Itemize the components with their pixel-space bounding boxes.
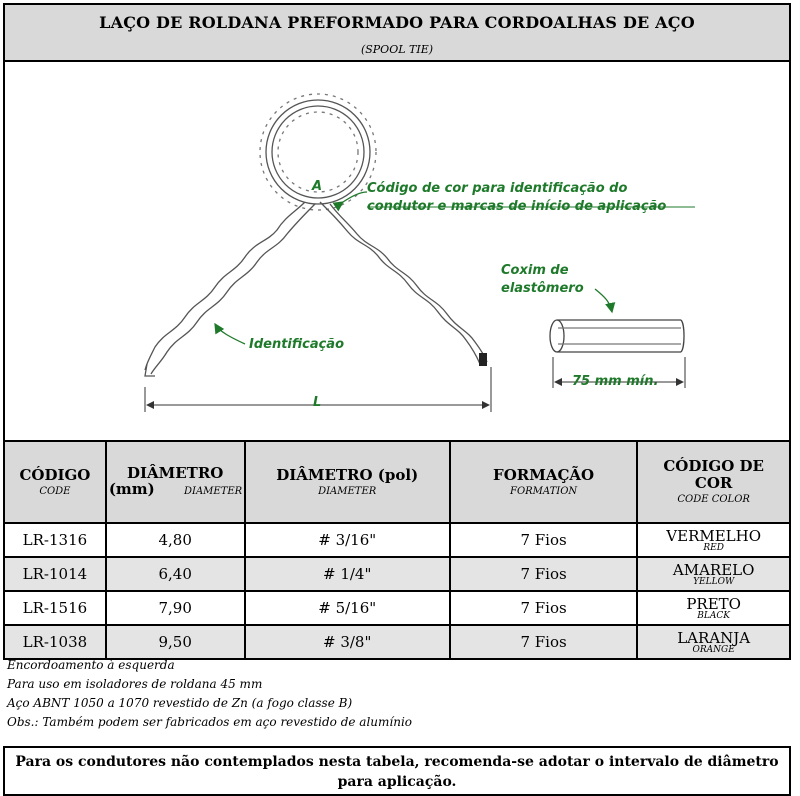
product-figure bbox=[3, 60, 791, 442]
label-identification: Identificação bbox=[249, 337, 345, 352]
cell-formation: 7 Fios bbox=[450, 625, 637, 659]
table-row bbox=[4, 625, 790, 659]
cell-formation: 7 Fios bbox=[450, 591, 637, 625]
label-cushion-line1: Coxim de bbox=[501, 263, 569, 278]
page-title: LAÇO DE ROLDANA PREFORMADO PARA CORDOALHAS DE AÇO bbox=[99, 13, 695, 32]
cell-color: VERMELHO RED bbox=[637, 523, 790, 557]
cell-formation: 7 Fios bbox=[450, 557, 637, 591]
table-row bbox=[4, 591, 790, 625]
notes bbox=[7, 656, 412, 732]
table-row bbox=[4, 557, 790, 591]
page-subtitle: (SPOOL TIE) bbox=[360, 43, 434, 56]
header-color-code: CÓDIGO DE COR CODE COLOR bbox=[637, 441, 790, 523]
header-diameter-mm: DIÂMETRO (mm) DIAMETER bbox=[106, 441, 245, 523]
label-cushion-line2: elastômero bbox=[501, 281, 584, 296]
note-line: Encordoamento à esquerda bbox=[7, 658, 175, 672]
label-a: A bbox=[312, 179, 323, 194]
table-header-row bbox=[4, 441, 790, 523]
note-line: Aço ABNT 1050 a 1070 revestido de Zn (a fogo classe B) bbox=[7, 696, 353, 710]
label-color-code-line2: condutor e marcas de início de aplicação bbox=[367, 199, 667, 214]
label-cushion-length: 75 mm mín. bbox=[572, 374, 659, 389]
cell-diameter-in: # 5/16" bbox=[245, 591, 450, 625]
table-row bbox=[4, 523, 790, 557]
cell-code: LR-1316 bbox=[4, 523, 106, 557]
cell-diameter-in: # 1/4" bbox=[245, 557, 450, 591]
cell-code: LR-1516 bbox=[4, 591, 106, 625]
label-color-code-line1: Código de cor para identificação do bbox=[367, 181, 628, 196]
spool-tie-drawing bbox=[5, 62, 789, 440]
cell-code: LR-1014 bbox=[4, 557, 106, 591]
note-line: Para uso em isoladores de roldana 45 mm bbox=[7, 677, 263, 691]
cell-color: LARANJA ORANGE bbox=[637, 625, 790, 659]
cell-diameter-mm: 7,90 bbox=[106, 591, 245, 625]
cell-diameter-in: # 3/8" bbox=[245, 625, 450, 659]
cell-diameter-mm: 9,50 bbox=[106, 625, 245, 659]
cell-color: PRETO BLACK bbox=[637, 591, 790, 625]
cell-color: AMARELO YELLOW bbox=[637, 557, 790, 591]
cell-diameter-mm: 6,40 bbox=[106, 557, 245, 591]
header-diameter-in: DIÂMETRO (pol) DIAMETER bbox=[245, 441, 450, 523]
cushion-drawing bbox=[550, 320, 684, 352]
note-line: Obs.: Também podem ser fabricados em aço revestido de alumínio bbox=[7, 715, 413, 729]
cell-diameter-mm: 4,80 bbox=[106, 523, 245, 557]
header-code: CÓDIGO CODE bbox=[4, 441, 106, 523]
cell-code: LR-1038 bbox=[4, 625, 106, 659]
cell-diameter-in: # 3/16" bbox=[245, 523, 450, 557]
label-length: L bbox=[313, 395, 322, 410]
cell-formation: 7 Fios bbox=[450, 523, 637, 557]
footer-recommendation: Para os condutores não contemplados nesta tabela, recomenda-se adotar o intervalo de diâmetro para aplicação. bbox=[3, 746, 791, 796]
header-formation: FORMAÇÃO FORMATION bbox=[450, 441, 637, 523]
title-box bbox=[3, 3, 791, 62]
spec-table bbox=[3, 440, 791, 660]
